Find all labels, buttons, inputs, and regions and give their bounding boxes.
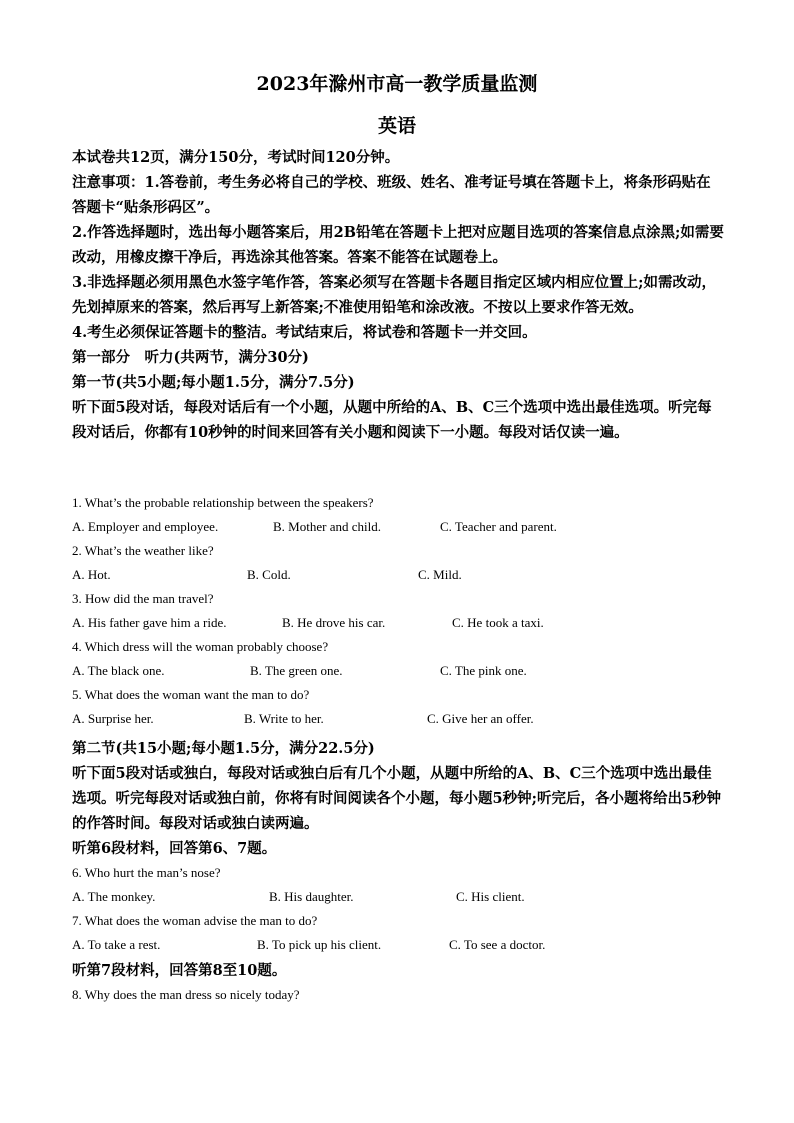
option-c: C. To see a doctor. (449, 937, 546, 952)
material-7-block (72, 958, 724, 1007)
options-4 (72, 659, 724, 683)
question-7: 7. What does the woman advise the man to do? (72, 913, 318, 928)
subject-title: 英语 (377, 115, 416, 137)
section2-directions: 听下面5段对话或独白，每段对话或独白后有几个小题，从题中所给的A、B、C三个选项中选出最佳选项。听完每段对话或独白前，你将有时间阅读各个小题，每小题5秒钟;听完后，各小题将给出5秒钟的作答时间。每段对话或独白读两遍。 (72, 765, 722, 832)
option-c: C. Give her an offer. (427, 711, 534, 726)
exam-title: 2023年滁州市高一教学质量监测 (256, 73, 538, 95)
option-b: B. His daughter. (269, 889, 354, 904)
notice-4: 4.考生必须保证答题卡的整洁。考试结束后，将试卷和答题卡一并交回。 (72, 324, 537, 341)
notice-1: 注意事项：1.答卷前，考生务必将自己的学校、班级、姓名、准考证号填在答题卡上，将条形码贴在答题卡“贴条形码区”。 (72, 174, 711, 216)
options-2 (72, 563, 724, 587)
section1-heading: 第一节(共5小题;每小题1.5分，满分7.5分) (72, 374, 355, 391)
section2-questions (72, 861, 724, 957)
question-5: 5. What does the woman want the man to do? (72, 687, 310, 702)
question-6: 6. Who hurt the man’s nose? (72, 865, 221, 880)
options-7 (72, 933, 724, 957)
option-b: B. To pick up his client. (257, 937, 382, 952)
question-8: 8. Why does the man dress so nicely today? (72, 987, 300, 1002)
notice-2: 2.作答选择题时，选出每小题答案后，用2B铅笔在答题卡上把对应题目选项的答案信息点涂黑;如需要改动，用橡皮擦干净后，再选涂其他答案。答案不能答在试题卷上。 (72, 224, 724, 266)
question-2: 2. What’s the weather like? (72, 543, 214, 558)
option-a: A. His father gave him a ride. (72, 615, 227, 630)
part1-heading: 第一部分 听力(共两节，满分30分) (72, 349, 309, 366)
option-b: B. Write to her. (244, 711, 324, 726)
option-a: A. The monkey. (72, 889, 156, 904)
option-c: C. His client. (456, 889, 525, 904)
options-3 (72, 611, 724, 635)
option-b: B. Cold. (247, 567, 291, 582)
options-5 (72, 707, 724, 731)
option-a: A. Hot. (72, 567, 111, 582)
options-6 (72, 885, 724, 909)
option-a: A. To take a rest. (72, 937, 161, 952)
notice-3: 3.非选择题必须用黑色水签字笔作答，答案必须写在答题卡各题目指定区域内相应位置上;如需改动，先划掉原来的答案，然后再写上新答案;不准使用铅笔和涂改液。不按以上要求作答无效。 (72, 274, 716, 316)
section1-directions: 听下面5段对话，每段对话后有一个小题，从题中所给的A、B、C三个选项中选出最佳选项。听完每段对话后，你都有10秒钟的时间来回答有关小题和阅读下一小题。每段对话仅读一遍。 (72, 399, 712, 441)
question-3: 3. How did the man travel? (72, 591, 214, 606)
section2 (72, 736, 724, 861)
option-c: C. Mild. (418, 567, 462, 582)
question-1: 1. What’s the probable relationship between the speakers? (72, 495, 374, 510)
section2-heading: 第二节(共15小题;每小题1.5分，满分22.5分) (72, 740, 375, 757)
material-6-heading: 听第6段材料，回答第6、7题。 (72, 840, 277, 857)
option-c: C. Teacher and parent. (440, 519, 557, 534)
option-b: B. The green one. (250, 663, 343, 678)
option-b: B. He drove his car. (282, 615, 386, 630)
question-4: 4. Which dress will the woman probably choose? (72, 639, 329, 654)
option-a: A. The black one. (72, 663, 165, 678)
section1-questions (72, 491, 724, 731)
option-c: C. He took a taxi. (452, 615, 544, 630)
option-b: B. Mother and child. (273, 519, 381, 534)
exam-instructions (72, 145, 724, 445)
exam-info: 本试卷共12页，满分150分，考试时间120分钟。 (72, 149, 400, 166)
option-c: C. The pink one. (440, 663, 527, 678)
material-7-heading: 听第7段材料，回答第8至10题。 (72, 962, 287, 979)
options-1 (72, 515, 724, 539)
option-a: A. Surprise her. (72, 711, 154, 726)
option-a: A. Employer and employee. (72, 519, 219, 534)
